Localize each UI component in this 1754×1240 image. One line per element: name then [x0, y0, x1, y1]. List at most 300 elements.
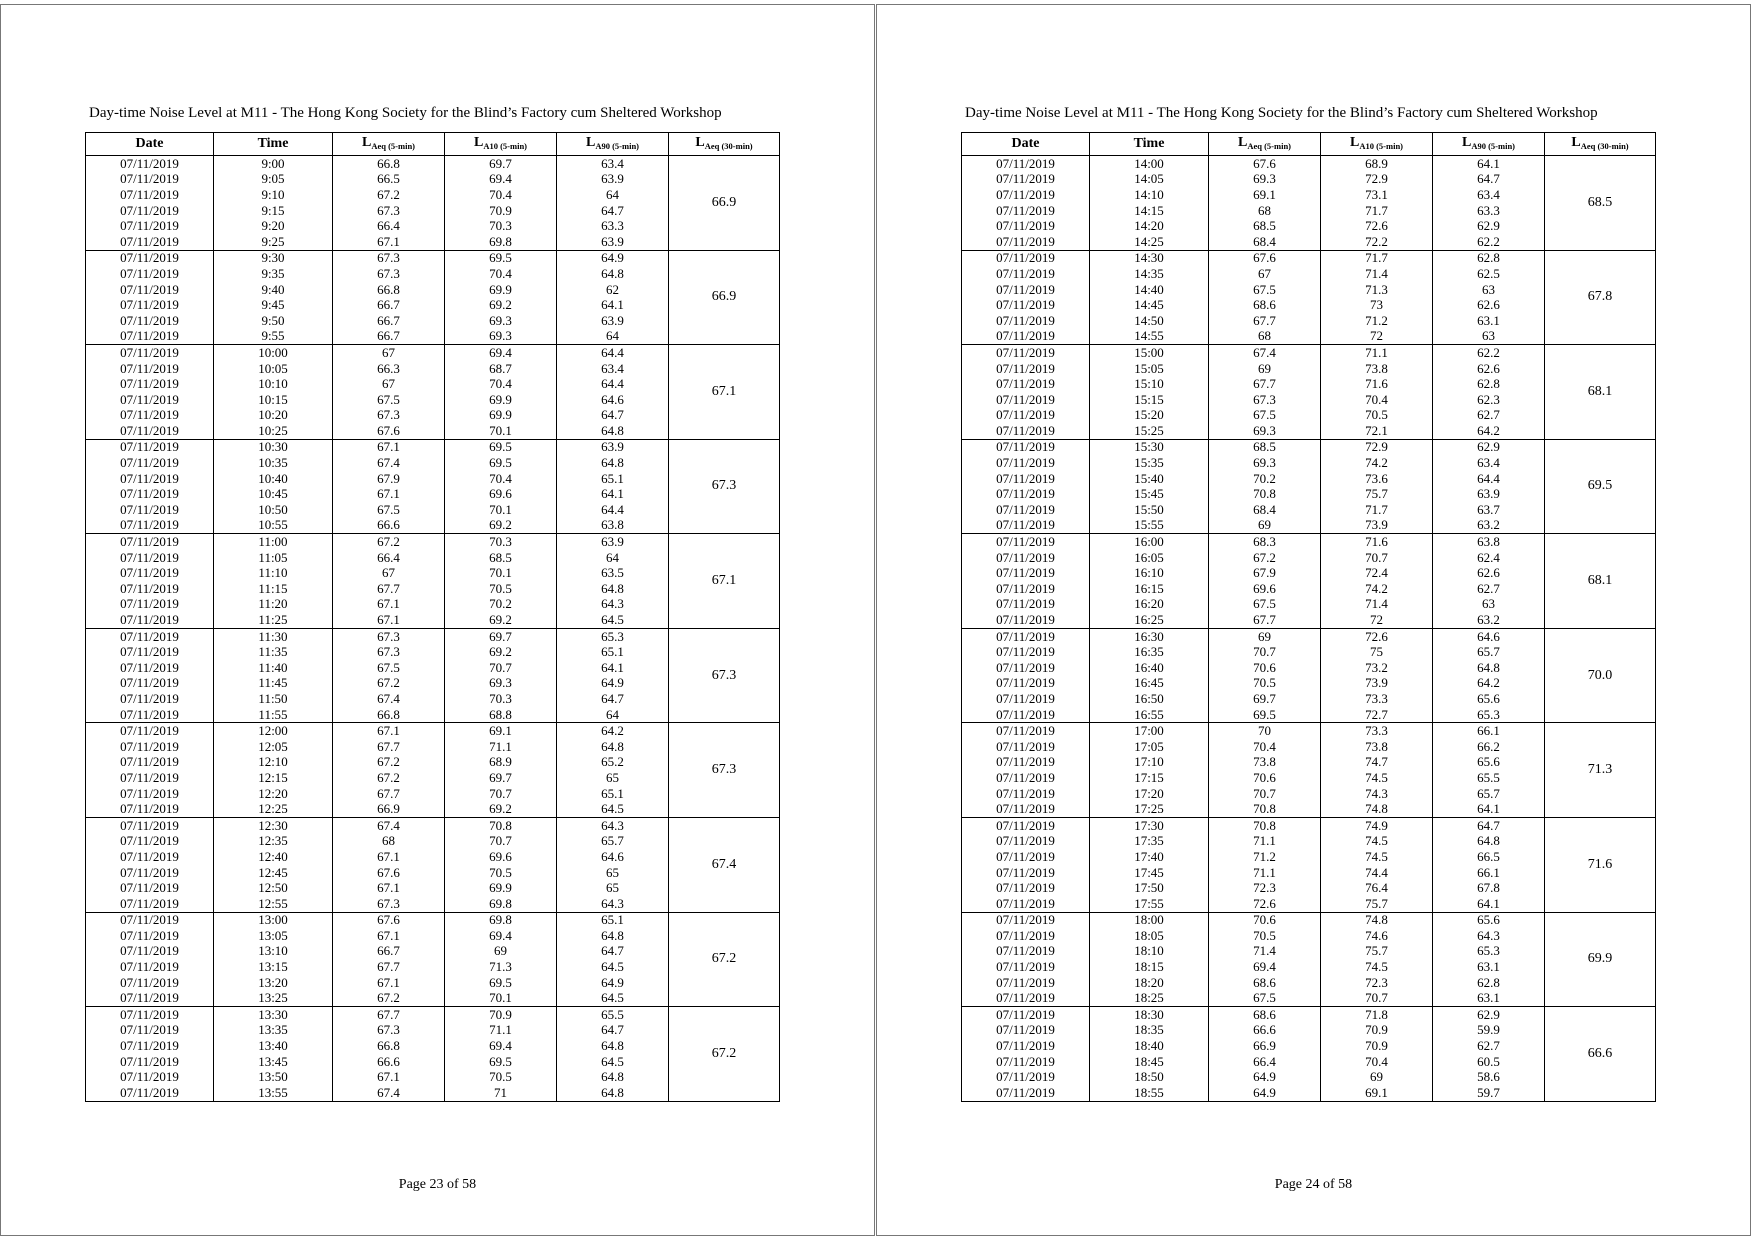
cell-laeq-5min: 71.4 — [1209, 944, 1321, 960]
cell-la10-5min: 74.3 — [1321, 786, 1433, 802]
cell-date: 07/11/2019 — [86, 1038, 214, 1054]
cell-la90-5min: 58.6 — [1433, 1069, 1545, 1085]
cell-laeq-5min: 67.2 — [333, 770, 445, 786]
cell-laeq-30min: 69.5 — [1545, 439, 1656, 534]
cell-time: 17:35 — [1090, 834, 1209, 850]
cell-la90-5min: 62.5 — [1433, 266, 1545, 282]
cell-la90-5min: 64.8 — [557, 739, 669, 755]
cell-date: 07/11/2019 — [962, 1069, 1090, 1085]
cell-date: 07/11/2019 — [962, 455, 1090, 471]
cell-laeq-5min: 68.4 — [1209, 234, 1321, 250]
header-symbol: L — [695, 134, 705, 150]
cell-la10-5min: 73.8 — [1321, 739, 1433, 755]
cell-la10-5min: 70.3 — [445, 218, 557, 234]
cell-laeq-5min: 67.4 — [333, 817, 445, 833]
cell-laeq-5min: 67.3 — [333, 408, 445, 424]
cell-date: 07/11/2019 — [86, 502, 214, 518]
column-header-time: Time — [1090, 133, 1209, 156]
cell-date: 07/11/2019 — [86, 644, 214, 660]
cell-time: 9:05 — [214, 172, 333, 188]
cell-laeq-5min: 66.9 — [333, 801, 445, 817]
cell-date: 07/11/2019 — [86, 770, 214, 786]
cell-time: 9:30 — [214, 250, 333, 266]
cell-date: 07/11/2019 — [86, 896, 214, 912]
cell-laeq-5min: 70.2 — [1209, 471, 1321, 487]
cell-time: 12:15 — [214, 770, 333, 786]
cell-laeq-5min: 70.7 — [1209, 644, 1321, 660]
cell-laeq-5min: 67 — [1209, 266, 1321, 282]
header-symbol: L — [361, 134, 372, 150]
cell-laeq-5min: 67.4 — [333, 691, 445, 707]
cell-date: 07/11/2019 — [86, 834, 214, 850]
cell-la90-5min: 59.9 — [1433, 1023, 1545, 1039]
cell-laeq-30min: 66.6 — [1545, 1007, 1656, 1102]
cell-date: 07/11/2019 — [962, 392, 1090, 408]
cell-laeq-5min: 68.5 — [1209, 439, 1321, 455]
cell-la10-5min: 70.5 — [445, 1069, 557, 1085]
cell-date: 07/11/2019 — [962, 439, 1090, 455]
cell-laeq-5min: 70.8 — [1209, 801, 1321, 817]
cell-la90-5min: 64.8 — [557, 1038, 669, 1054]
cell-laeq-5min: 66.7 — [333, 944, 445, 960]
cell-la90-5min: 62.9 — [1433, 218, 1545, 234]
table-row — [962, 156, 1656, 172]
cell-la90-5min: 66.1 — [1433, 723, 1545, 739]
cell-time: 15:00 — [1090, 345, 1209, 361]
cell-la10-5min: 69.1 — [1321, 1085, 1433, 1101]
cell-date: 07/11/2019 — [962, 423, 1090, 439]
cell-date: 07/11/2019 — [86, 534, 214, 550]
cell-la90-5min: 64.1 — [1433, 156, 1545, 172]
cell-la10-5min: 73.3 — [1321, 691, 1433, 707]
cell-date: 07/11/2019 — [86, 313, 214, 329]
table-row — [86, 1007, 780, 1023]
cell-la90-5min: 62.3 — [1433, 392, 1545, 408]
cell-laeq-5min: 66.4 — [333, 550, 445, 566]
header-symbol: L — [1349, 134, 1360, 150]
cell-time: 18:20 — [1090, 975, 1209, 991]
cell-time: 11:40 — [214, 660, 333, 676]
cell-la90-5min: 63.4 — [1433, 187, 1545, 203]
cell-la90-5min: 65.1 — [557, 786, 669, 802]
cell-laeq-5min: 69.6 — [1209, 581, 1321, 597]
cell-la10-5min: 69.4 — [445, 1038, 557, 1054]
cell-time: 13:20 — [214, 975, 333, 991]
cell-la90-5min: 64.4 — [557, 376, 669, 392]
cell-date: 07/11/2019 — [86, 408, 214, 424]
cell-la10-5min: 69 — [1321, 1069, 1433, 1085]
cell-laeq-5min: 67.4 — [333, 1085, 445, 1101]
header-symbol: L — [585, 134, 596, 150]
cell-time: 11:10 — [214, 565, 333, 581]
cell-la10-5min: 70.8 — [445, 817, 557, 833]
cell-laeq-5min: 70.5 — [1209, 676, 1321, 692]
cell-laeq-5min: 70.5 — [1209, 928, 1321, 944]
cell-date: 07/11/2019 — [86, 691, 214, 707]
cell-date: 07/11/2019 — [962, 329, 1090, 345]
cell-la90-5min: 62.2 — [1433, 345, 1545, 361]
cell-time: 17:30 — [1090, 817, 1209, 833]
cell-date: 07/11/2019 — [962, 691, 1090, 707]
cell-la10-5min: 73.9 — [1321, 518, 1433, 534]
cell-time: 10:05 — [214, 361, 333, 377]
cell-la10-5min: 69.2 — [445, 801, 557, 817]
cell-la10-5min: 69.9 — [445, 392, 557, 408]
cell-la90-5min: 62.8 — [1433, 250, 1545, 266]
cell-date: 07/11/2019 — [86, 707, 214, 723]
cell-la90-5min: 64.5 — [557, 612, 669, 628]
cell-laeq-5min: 67.3 — [333, 203, 445, 219]
column-header-date: Date — [962, 133, 1090, 156]
cell-date: 07/11/2019 — [86, 361, 214, 377]
cell-date: 07/11/2019 — [86, 455, 214, 471]
cell-la90-5min: 64.1 — [1433, 801, 1545, 817]
table-row — [86, 534, 780, 550]
cell-la90-5min: 65.6 — [1433, 691, 1545, 707]
cell-time: 12:35 — [214, 834, 333, 850]
cell-la10-5min: 70.9 — [445, 1007, 557, 1023]
header-subscript: A90 (5-min) — [595, 140, 640, 151]
document-page-23 — [0, 4, 875, 1236]
cell-la10-5min: 74.5 — [1321, 770, 1433, 786]
cell-laeq-5min: 67.3 — [333, 628, 445, 644]
cell-date: 07/11/2019 — [86, 486, 214, 502]
cell-la10-5min: 70.9 — [445, 203, 557, 219]
cell-laeq-5min: 69.3 — [1209, 423, 1321, 439]
cell-la90-5min: 64.7 — [557, 691, 669, 707]
cell-date: 07/11/2019 — [86, 880, 214, 896]
cell-date: 07/11/2019 — [86, 439, 214, 455]
cell-date: 07/11/2019 — [86, 172, 214, 188]
cell-la10-5min: 70.5 — [445, 581, 557, 597]
cell-la90-5min: 65 — [557, 865, 669, 881]
cell-date: 07/11/2019 — [86, 1069, 214, 1085]
cell-laeq-30min: 71.6 — [1545, 817, 1656, 912]
cell-date: 07/11/2019 — [86, 1054, 214, 1070]
cell-laeq-5min: 67.3 — [333, 250, 445, 266]
cell-date: 07/11/2019 — [86, 628, 214, 644]
cell-date: 07/11/2019 — [962, 297, 1090, 313]
noise-table — [961, 132, 1656, 1102]
cell-la90-5min: 63.9 — [557, 439, 669, 455]
noise-table — [85, 132, 780, 1102]
cell-time: 14:40 — [1090, 282, 1209, 298]
cell-laeq-5min: 67.7 — [333, 786, 445, 802]
header-subscript: A10 (5-min) — [1359, 140, 1404, 151]
cell-la90-5min: 65.3 — [1433, 944, 1545, 960]
cell-date: 07/11/2019 — [962, 896, 1090, 912]
cell-la90-5min: 64.7 — [557, 944, 669, 960]
cell-la10-5min: 70.4 — [1321, 1054, 1433, 1070]
cell-la10-5min: 73.6 — [1321, 471, 1433, 487]
cell-laeq-5min: 68.5 — [1209, 218, 1321, 234]
cell-time: 16:20 — [1090, 597, 1209, 613]
cell-la90-5min: 63.8 — [557, 518, 669, 534]
cell-date: 07/11/2019 — [962, 550, 1090, 566]
cell-date: 07/11/2019 — [86, 297, 214, 313]
cell-la90-5min: 63.3 — [1433, 203, 1545, 219]
cell-la10-5min: 69.9 — [445, 282, 557, 298]
page-title: Day-time Noise Level at M11 - The Hong Kong Society for the Blind’s Factory cum Sheltered Workshop — [965, 105, 1598, 121]
page-footer: Page 23 of 58 — [398, 1177, 477, 1192]
cell-laeq-5min: 67.7 — [1209, 612, 1321, 628]
cell-la90-5min: 64.8 — [557, 266, 669, 282]
cell-laeq-5min: 67.5 — [333, 660, 445, 676]
cell-la10-5min: 70.7 — [445, 834, 557, 850]
cell-la10-5min: 73 — [1321, 297, 1433, 313]
cell-date: 07/11/2019 — [86, 959, 214, 975]
header-symbol: L — [473, 134, 484, 150]
cell-la10-5min: 70.3 — [445, 534, 557, 550]
cell-laeq-30min: 67.2 — [669, 912, 780, 1007]
cell-laeq-5min: 67.3 — [333, 896, 445, 912]
cell-la90-5min: 64.6 — [1433, 628, 1545, 644]
cell-time: 15:55 — [1090, 518, 1209, 534]
cell-la90-5min: 64.4 — [557, 345, 669, 361]
cell-date: 07/11/2019 — [962, 203, 1090, 219]
cell-time: 18:05 — [1090, 928, 1209, 944]
cell-la90-5min: 65.3 — [1433, 707, 1545, 723]
cell-la10-5min: 69.8 — [445, 912, 557, 928]
cell-la10-5min: 70.4 — [445, 471, 557, 487]
cell-laeq-5min: 67.7 — [333, 581, 445, 597]
table-row — [86, 345, 780, 361]
cell-la10-5min: 73.3 — [1321, 723, 1433, 739]
cell-la10-5min: 74.2 — [1321, 455, 1433, 471]
cell-la90-5min: 65.7 — [1433, 786, 1545, 802]
cell-la90-5min: 64.3 — [557, 817, 669, 833]
cell-time: 10:40 — [214, 471, 333, 487]
cell-laeq-5min: 66.6 — [333, 518, 445, 534]
cell-date: 07/11/2019 — [962, 376, 1090, 392]
cell-la10-5min: 74.5 — [1321, 849, 1433, 865]
cell-la10-5min: 71.7 — [1321, 502, 1433, 518]
cell-laeq-5min: 66.6 — [333, 1054, 445, 1070]
cell-la10-5min: 69.5 — [445, 975, 557, 991]
header-subscript: Aeq (30-min) — [1580, 140, 1629, 151]
cell-date: 07/11/2019 — [962, 534, 1090, 550]
cell-date: 07/11/2019 — [86, 581, 214, 597]
cell-date: 07/11/2019 — [962, 849, 1090, 865]
cell-laeq-5min: 67.1 — [333, 975, 445, 991]
cell-date: 07/11/2019 — [962, 707, 1090, 723]
cell-date: 07/11/2019 — [86, 203, 214, 219]
cell-la10-5min: 70.1 — [445, 565, 557, 581]
cell-date: 07/11/2019 — [86, 282, 214, 298]
cell-la90-5min: 64 — [557, 329, 669, 345]
cell-laeq-5min: 66.9 — [1209, 1038, 1321, 1054]
cell-time: 12:20 — [214, 786, 333, 802]
cell-time: 13:15 — [214, 959, 333, 975]
cell-time: 9:00 — [214, 156, 333, 172]
cell-laeq-5min: 67.2 — [1209, 550, 1321, 566]
cell-time: 15:25 — [1090, 423, 1209, 439]
cell-date: 07/11/2019 — [86, 865, 214, 881]
cell-la10-5min: 71.6 — [1321, 376, 1433, 392]
cell-time: 15:50 — [1090, 502, 1209, 518]
cell-la10-5min: 69.3 — [445, 329, 557, 345]
cell-time: 11:35 — [214, 644, 333, 660]
cell-la10-5min: 71.1 — [1321, 345, 1433, 361]
cell-laeq-30min: 69.9 — [1545, 912, 1656, 1007]
cell-la90-5min: 66.5 — [1433, 849, 1545, 865]
cell-laeq-5min: 70.6 — [1209, 770, 1321, 786]
cell-la90-5min: 63.4 — [557, 156, 669, 172]
cell-la10-5min: 69.9 — [445, 408, 557, 424]
cell-date: 07/11/2019 — [962, 834, 1090, 850]
cell-laeq-30min: 67.8 — [1545, 250, 1656, 345]
cell-time: 14:30 — [1090, 250, 1209, 266]
cell-la90-5min: 62.6 — [1433, 361, 1545, 377]
cell-la90-5min: 65 — [557, 770, 669, 786]
cell-date: 07/11/2019 — [962, 187, 1090, 203]
cell-date: 07/11/2019 — [962, 361, 1090, 377]
cell-la90-5min: 65.5 — [557, 1007, 669, 1023]
cell-laeq-5min: 67.7 — [1209, 376, 1321, 392]
cell-date: 07/11/2019 — [86, 565, 214, 581]
cell-time: 17:15 — [1090, 770, 1209, 786]
cell-la10-5min: 70.9 — [1321, 1023, 1433, 1039]
table-row — [962, 817, 1656, 833]
cell-time: 10:50 — [214, 502, 333, 518]
cell-date: 07/11/2019 — [86, 1085, 214, 1101]
cell-laeq-5min: 68.4 — [1209, 502, 1321, 518]
cell-laeq-5min: 68.6 — [1209, 975, 1321, 991]
table-row — [962, 345, 1656, 361]
cell-time: 15:40 — [1090, 471, 1209, 487]
cell-laeq-30min: 68.1 — [1545, 534, 1656, 629]
cell-la90-5min: 65.6 — [1433, 755, 1545, 771]
cell-laeq-5min: 67.1 — [333, 1069, 445, 1085]
cell-la90-5min: 64 — [557, 707, 669, 723]
cell-date: 07/11/2019 — [86, 660, 214, 676]
cell-laeq-5min: 68 — [333, 834, 445, 850]
cell-laeq-5min: 67.9 — [1209, 565, 1321, 581]
cell-time: 11:20 — [214, 597, 333, 613]
cell-date: 07/11/2019 — [86, 849, 214, 865]
cell-la90-5min: 64.1 — [557, 297, 669, 313]
cell-date: 07/11/2019 — [86, 817, 214, 833]
cell-la90-5min: 63.1 — [1433, 313, 1545, 329]
table-row — [962, 250, 1656, 266]
cell-time: 17:00 — [1090, 723, 1209, 739]
table-row — [86, 628, 780, 644]
cell-la90-5min: 67.8 — [1433, 880, 1545, 896]
cell-la90-5min: 63.5 — [557, 565, 669, 581]
cell-date: 07/11/2019 — [86, 376, 214, 392]
cell-la90-5min: 62.8 — [1433, 975, 1545, 991]
cell-time: 14:35 — [1090, 266, 1209, 282]
cell-date: 07/11/2019 — [86, 266, 214, 282]
cell-la90-5min: 64.8 — [557, 581, 669, 597]
cell-la10-5min: 73.1 — [1321, 187, 1433, 203]
cell-la90-5min: 65.7 — [1433, 644, 1545, 660]
cell-laeq-5min: 67.5 — [1209, 597, 1321, 613]
cell-laeq-5min: 69.3 — [1209, 172, 1321, 188]
column-header-time: Time — [214, 133, 333, 156]
cell-time: 17:55 — [1090, 896, 1209, 912]
cell-laeq-5min: 69 — [1209, 628, 1321, 644]
cell-date: 07/11/2019 — [86, 723, 214, 739]
cell-la90-5min: 62.7 — [1433, 1038, 1545, 1054]
cell-laeq-5min: 72.3 — [1209, 880, 1321, 896]
cell-time: 12:40 — [214, 849, 333, 865]
cell-time: 10:55 — [214, 518, 333, 534]
cell-laeq-5min: 67.6 — [333, 912, 445, 928]
cell-la10-5min: 72 — [1321, 612, 1433, 628]
cell-la90-5min: 63.1 — [1433, 990, 1545, 1006]
column-header-laeq30 — [1545, 133, 1656, 156]
cell-laeq-5min: 67.6 — [333, 423, 445, 439]
cell-date: 07/11/2019 — [962, 345, 1090, 361]
cell-date: 07/11/2019 — [962, 880, 1090, 896]
table-header-row — [962, 133, 1656, 156]
cell-la10-5min: 69.5 — [445, 1054, 557, 1070]
cell-la10-5min: 75.7 — [1321, 944, 1433, 960]
cell-time: 10:30 — [214, 439, 333, 455]
cell-laeq-5min: 64.9 — [1209, 1085, 1321, 1101]
cell-laeq-30min: 67.1 — [669, 534, 780, 629]
cell-time: 9:55 — [214, 329, 333, 345]
cell-date: 07/11/2019 — [962, 928, 1090, 944]
cell-laeq-5min: 66.8 — [333, 707, 445, 723]
cell-la90-5min: 64.2 — [1433, 676, 1545, 692]
cell-la10-5min: 75.7 — [1321, 486, 1433, 502]
cell-time: 18:15 — [1090, 959, 1209, 975]
cell-la90-5min: 62.4 — [1433, 550, 1545, 566]
cell-time: 10:15 — [214, 392, 333, 408]
cell-laeq-30min: 67.1 — [669, 345, 780, 440]
table-row — [962, 628, 1656, 644]
cell-date: 07/11/2019 — [962, 1054, 1090, 1070]
cell-laeq-5min: 67 — [333, 376, 445, 392]
header-subscript: A10 (5-min) — [483, 140, 528, 151]
cell-time: 17:20 — [1090, 786, 1209, 802]
cell-laeq-5min: 73.8 — [1209, 755, 1321, 771]
cell-time: 9:15 — [214, 203, 333, 219]
cell-la10-5min: 69.8 — [445, 896, 557, 912]
cell-la90-5min: 64.7 — [1433, 817, 1545, 833]
cell-la90-5min: 66.2 — [1433, 739, 1545, 755]
cell-la90-5min: 64.7 — [1433, 172, 1545, 188]
cell-time: 14:45 — [1090, 297, 1209, 313]
cell-la10-5min: 70.1 — [445, 502, 557, 518]
cell-date: 07/11/2019 — [86, 755, 214, 771]
cell-time: 18:30 — [1090, 1007, 1209, 1023]
cell-time: 13:40 — [214, 1038, 333, 1054]
cell-la10-5min: 70.4 — [445, 266, 557, 282]
cell-la10-5min: 69.2 — [445, 297, 557, 313]
cell-la90-5min: 64.9 — [557, 250, 669, 266]
cell-date: 07/11/2019 — [962, 912, 1090, 928]
cell-laeq-5min: 67.7 — [333, 739, 445, 755]
column-header-laeq5 — [333, 133, 445, 156]
cell-la90-5min: 63.4 — [557, 361, 669, 377]
cell-laeq-30min: 67.3 — [669, 439, 780, 534]
cell-la10-5min: 69.4 — [445, 928, 557, 944]
cell-la90-5min: 65.2 — [557, 755, 669, 771]
cell-la90-5min: 63.9 — [1433, 486, 1545, 502]
cell-la90-5min: 63.1 — [1433, 959, 1545, 975]
cell-date: 07/11/2019 — [86, 676, 214, 692]
cell-la90-5min: 62 — [557, 282, 669, 298]
cell-time: 13:25 — [214, 990, 333, 1006]
table-row — [962, 723, 1656, 739]
cell-la10-5min: 72 — [1321, 329, 1433, 345]
cell-time: 9:35 — [214, 266, 333, 282]
cell-time: 16:40 — [1090, 660, 1209, 676]
cell-la10-5min: 72.1 — [1321, 423, 1433, 439]
